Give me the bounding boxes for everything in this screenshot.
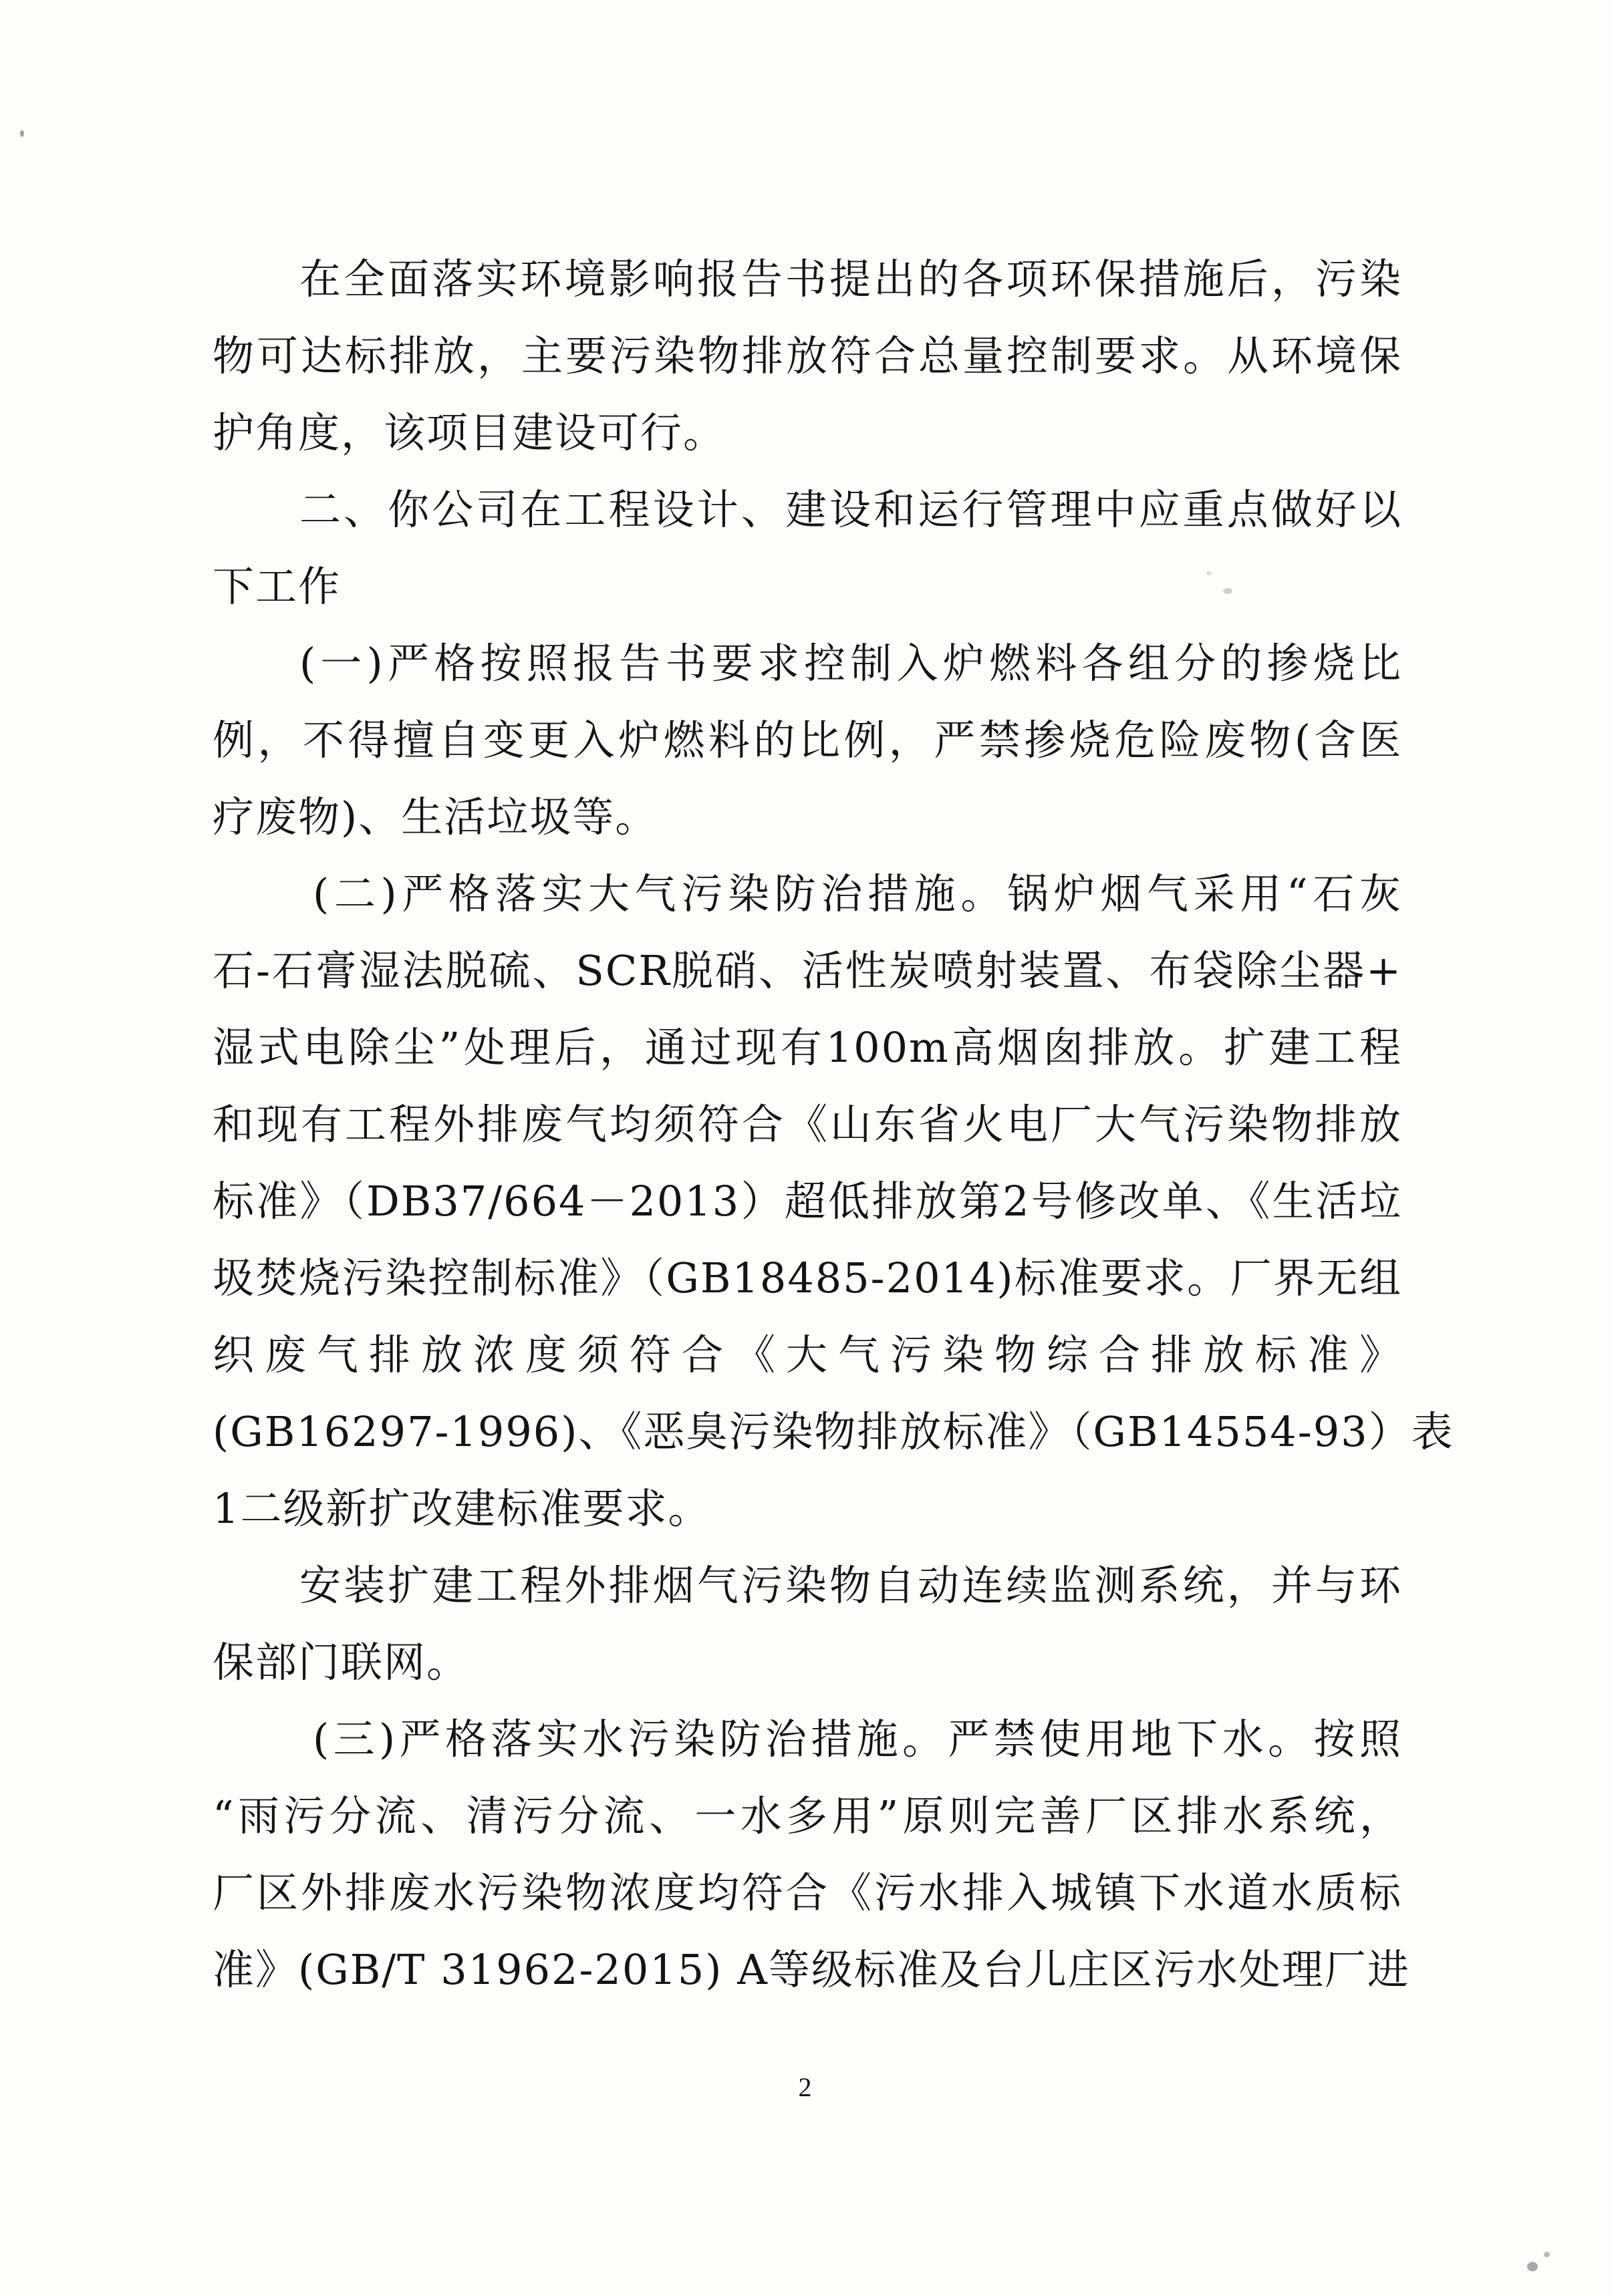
paragraph-line: 石-石膏湿法脱硫、SCR脱硝、活性炭喷射装置、布袋除尘器+ bbox=[213, 946, 1402, 995]
paragraph-line: 下工作 bbox=[213, 562, 342, 611]
paragraph-line: 护角度，该项目建设可行。 bbox=[213, 408, 726, 457]
paragraph-line: 二、你公司在工程设计、建设和运行管理中应重点做好以 bbox=[299, 485, 1402, 534]
paragraph-line: 物可达标排放，主要污染物排放符合总量控制要求。从环境保 bbox=[213, 331, 1402, 380]
paragraph-line: 安装扩建工程外排烟气污染物自动连续监测系统，并与环 bbox=[299, 1561, 1402, 1610]
paragraph-line: 保部门联网。 bbox=[213, 1638, 470, 1687]
page-number: 2 bbox=[798, 2072, 812, 2102]
paragraph-line: (三)严格落实水污染防治措施。严禁使用地下水。按照 bbox=[313, 1715, 1402, 1763]
paragraph-line: 和现有工程外排废气均须符合《山东省火电厂大气污染物排放 bbox=[213, 1100, 1402, 1149]
paragraph-line: (GB16297-1996)、《恶臭污染物排放标准》（GB14554-93）表 bbox=[213, 1407, 1454, 1456]
paragraph-line: 标准》（DB37/664－2013）超低排放第2号修改单、《生活垃 bbox=[213, 1177, 1402, 1226]
paragraph-line: (二)严格落实大气污染防治措施。锅炉烟气采用“石灰 bbox=[313, 869, 1402, 918]
paragraph-line: 疗废物)、生活垃圾等。 bbox=[213, 793, 658, 841]
body-text bbox=[213, 241, 1454, 2008]
paragraph-line: 圾焚烧污染控制标准》（GB18485-2014)标准要求。厂界无组 bbox=[213, 1254, 1402, 1302]
paragraph-line: 准》(GB/T 31962-2015) A等级标准及台儿庄区污水处理厂进 bbox=[213, 1945, 1410, 1994]
paragraph-line: 湿式电除尘”处理后，通过现有100m高烟囱排放。扩建工程 bbox=[213, 1023, 1402, 1072]
scan-speck bbox=[20, 130, 24, 137]
paragraph-line: 在全面落实环境影响报告书提出的各项环保措施后，污染 bbox=[299, 255, 1402, 303]
scan-speck bbox=[1527, 2262, 1538, 2271]
paragraph-line: “雨污分流、清污分流、一水多用”原则完善厂区排水系统， bbox=[213, 1791, 1402, 1840]
paragraph-line: 例，不得擅自变更入炉燃料的比例，严禁掺烧危险废物(含医 bbox=[213, 716, 1402, 764]
paragraph-line: 织废气排放浓度须符合《大气污染物综合排放标准》 bbox=[213, 1330, 1402, 1379]
paragraph-line: (一)严格按照报告书要求控制入炉燃料各组分的掺烧比 bbox=[299, 639, 1402, 688]
paragraph-line: 1二级新扩改建标准要求。 bbox=[213, 1484, 711, 1533]
paragraph-line: 厂区外排废水污染物浓度均符合《污水排入城镇下水道水质标 bbox=[213, 1868, 1402, 1917]
scan-speck bbox=[1544, 2252, 1550, 2257]
